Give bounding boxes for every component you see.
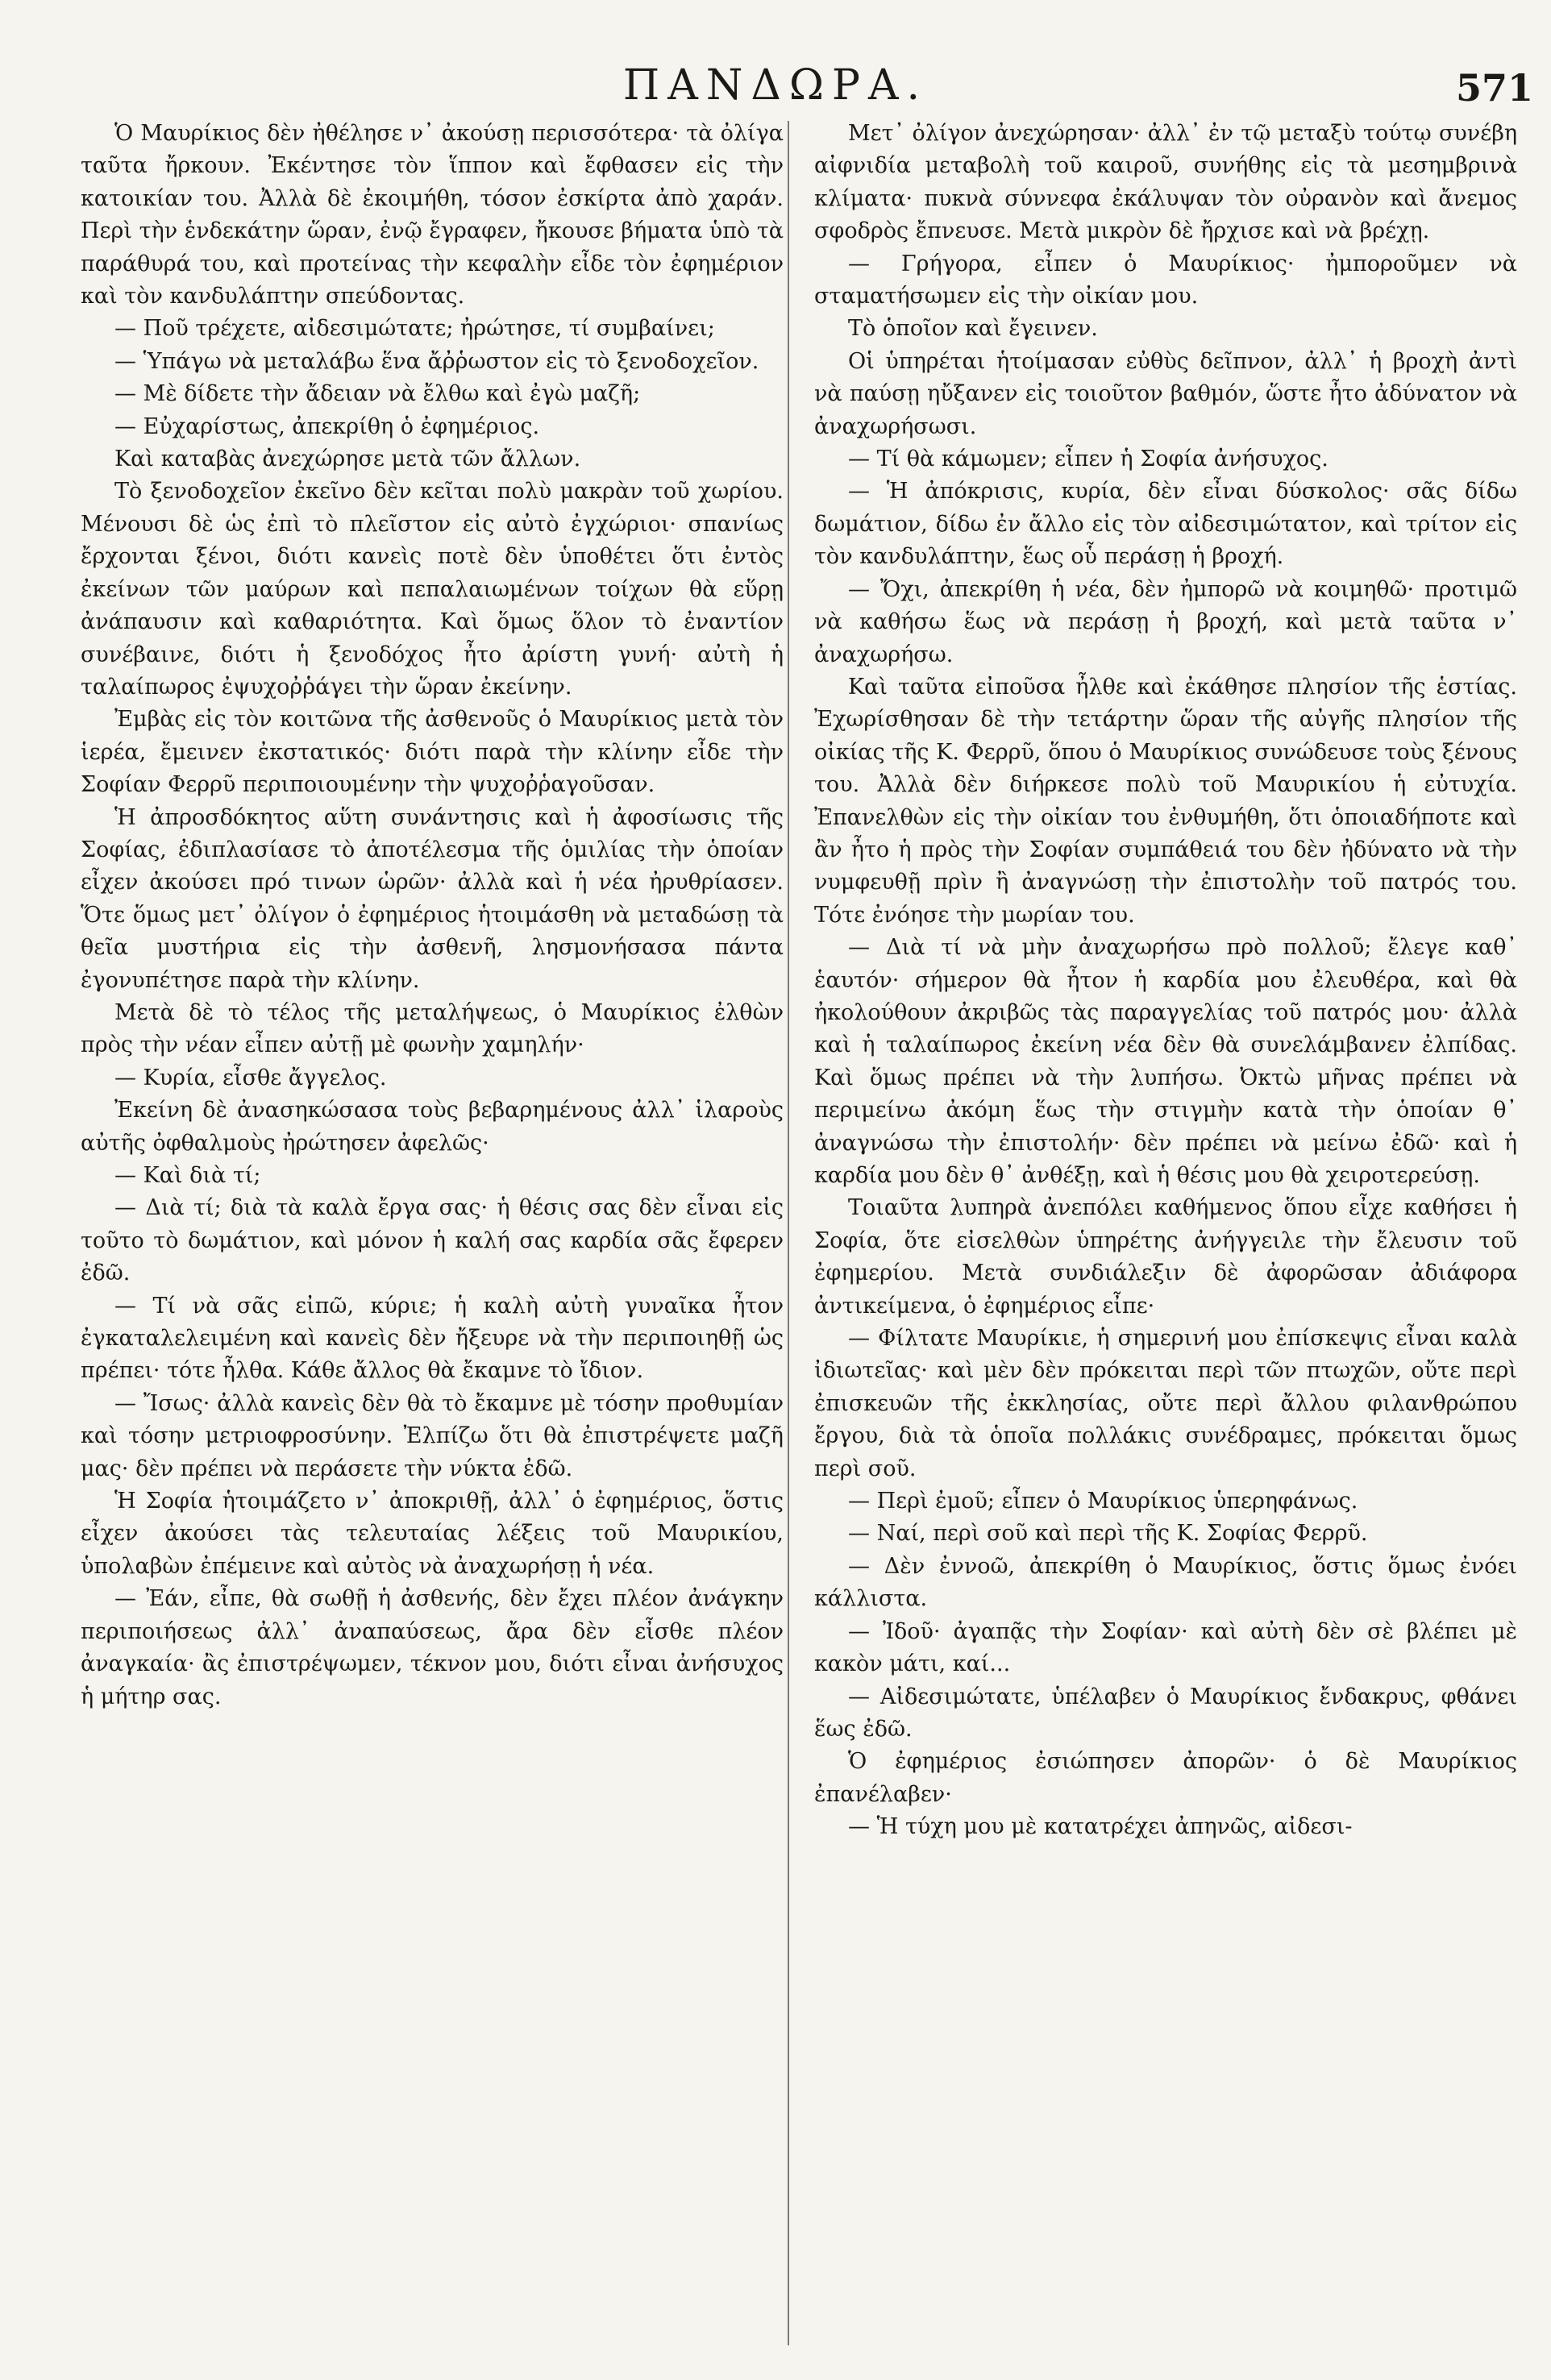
running-title: ΠΑΝΔΩΡΑ.: [622, 61, 929, 110]
page-header: [0, 56, 1551, 113]
paragraph: Μετὰ δὲ τὸ τέλος τῆς μεταλήψεως, ὁ Μαυρίκιος ἐλθὼν πρὸς τὴν νέαν εἶπεν αὐτῇ μὲ φωνὴν χαμηλήν·: [81, 999, 784, 1058]
paragraph: Καὶ καταβὰς ἀνεχώρησε μετὰ τῶν ἄλλων.: [114, 447, 581, 472]
paragraph: — Καὶ διὰ τί;: [114, 1163, 261, 1188]
paragraph: Τὸ ὁποῖον καὶ ἔγεινεν.: [848, 316, 1098, 342]
paragraph: — Ἡ τύχη μου μὲ κατατρέχει ἀπηνῶς, αἰδεσι-: [848, 1814, 1353, 1840]
paragraph: — Ποῦ τρέχετε, αἰδεσιμώτατε; ἠρώτησε, τί συμβαίνει;: [114, 316, 715, 342]
paragraph: Καὶ ταῦτα εἰποῦσα ἦλθε καὶ ἐκάθησε πλησίον τῆς ἑστίας. Ἐχωρίσθησαν δὲ τὴν τετάρτην ὥραν τῆς αὐγῆς πλησίον τῆς οἰκίας τῆς Κ. Φερρῦ, ὅπου ὁ Μαυρίκιος συνώδευσε τοὺς ξένους του. Ἀλλὰ δὲν διήρκεσε πολὺ τοῦ Μαυρικίου ἡ εὐτυχία. Ἐπανελθὼν εἰς τὴν οἰκίαν του ἐνθυμήθη, ὅτι ὁποιαδήποτε καὶ ἂν ἦτο ἡ πρὸς τὴν Σοφίαν συμπάθειά του δὲν ἠδύνατο νὰ τὴν νυμφευθῇ πρὶν ἢ ἀναγνώσῃ τὴν ἐπιστολὴν τοῦ πατρός του. Τότε ἐνόησε τὴν μωρίαν του.: [814, 674, 1517, 928]
paragraph: — Τί νὰ σᾶς εἰπῶ, κύριε; ἡ καλὴ αὐτὴ γυναῖκα ἦτον ἐγκαταλελειμένη καὶ κανεὶς δὲν ἤξευρε νὰ τὴν περιποιηθῇ ὡς πρέπει· τότε ἦλθα. Κάθε ἄλλος θὰ ἔκαμνε τὸ ἴδιον.: [81, 1293, 784, 1384]
paragraph: Ἐμβὰς εἰς τὸν κοιτῶνα τῆς ἀσθενοῦς ὁ Μαυρίκιος μετὰ τὸν ἱερέα, ἔμεινεν ἐκστατικός· διότι παρὰ τὴν κλίνην εἶδε τὴν Σοφίαν Φερρῦ περιποιουμένην τὴν ψυχοῤῥαγοῦσαν.: [81, 707, 784, 798]
paragraph: Ἡ ἀπροσδόκητος αὕτη συνάντησις καὶ ἡ ἀφοσίωσις τῆς Σοφίας, ἐδιπλασίασε τὸ ἀποτέλεσμα τῆς ὁμιλίας τὴν ὁποίαν εἶχεν ἀκούσει πρό τινων ὡρῶν· ἀλλὰ καὶ ἡ νέα ἠρυθρίασεν. Ὅτε ὅμως μετ᾽ ὀλίγον ὁ ἐφημέριος ἡτοιμάσθη νὰ μεταδώσῃ τὰ θεῖα μυστήρια εἰς τὴν ἀσθενῆ, λησμονήσασα πάντα ἐγονυπέτησε παρὰ τὴν κλίνην.: [81, 804, 784, 993]
paragraph: — Ὄχι, ἀπεκρίθη ἡ νέα, δὲν ἠμπορῶ νὰ κοιμηθῶ· προτιμῶ νὰ καθήσω ἕως νὰ περάσῃ ἡ βροχή, καὶ μετὰ ταῦτα ν᾽ ἀναχωρήσω.: [814, 576, 1517, 667]
paragraph: — Ἰδοῦ· ἀγαπᾷς τὴν Σοφίαν· καὶ αὐτὴ δὲν σὲ βλέπει μὲ κακὸν μάτι, καί...: [814, 1618, 1517, 1677]
paragraph: — Δὲν ἐννοῶ, ἀπεκρίθη ὁ Μαυρίκιος, ὅστις ὅμως ἐνόει κάλλιστα.: [814, 1553, 1517, 1612]
paragraph: — Ἡ ἀπόκρισις, κυρία, δὲν εἶναι δύσκολος· σᾶς δίδω δωμάτιον, δίδω ἐν ἄλλο εἰς τὸν αἰδεσιμώτατον, καὶ τρίτον εἰς τὸν κανδυλάπτην, ἕως οὗ περάσῃ ἡ βροχή.: [814, 479, 1517, 570]
column-divider: [788, 121, 789, 2345]
paragraph: Ὁ ἐφημέριος ἐσιώπησεν ἀπορῶν· ὁ δὲ Μαυρίκιος ἐπανέλαβεν·: [814, 1749, 1517, 1807]
paragraph: — Διὰ τί νὰ μὴν ἀναχωρήσω πρὸ πολλοῦ; ἔλεγε καθ᾽ ἑαυτόν· σήμερον θὰ ἦτον ἡ καρδία μου ἐλευθέρα, καὶ θὰ ἠκολούθουν ἀκριβῶς τὰς παραγγελίας τοῦ πατρός μου· ἀλλὰ καὶ ἡ ταλαίπωρος ἐκείνη νέα δὲν θὰ συνελάμβανεν ἐλπίδας. Καὶ ὅμως πρέπει νὰ τὴν λυπήσω. Ὀκτὼ μῆνας πρέπει νὰ περιμείνω ἀκόμη ἕως τὴν στιγμὴν κατὰ τὴν ὁποίαν θ᾽ ἀναγνώσω τὴν ἐπιστολήν· δὲν πρέπει νὰ μείνω ἐδῶ· καὶ ἡ καρδία μου δὲν θ᾽ ἀνθέξῃ, καὶ ἡ θέσις μου θὰ χειροτερεύσῃ.: [814, 935, 1517, 1188]
paragraph: — Φίλτατε Μαυρίκιε, ἡ σημερινή μου ἐπίσκεψις εἶναι καλὰ ἰδιωτεῖας· καὶ μὲν δὲν πρόκειται περὶ τῶν πτωχῶν, οὔτε περὶ ἐπισκευῶν τῆς ἐκκλησίας, οὔτε περὶ ἄλλου φιλανθρώπου ἔργου, διὰ τὰ ὁποῖα πολλάκις συνέδραμες, πρόκειται ὅμως περὶ σοῦ.: [814, 1326, 1517, 1481]
page-number: 571: [1455, 66, 1533, 110]
paragraph: — Εὐχαρίστως, ἀπεκρίθη ὁ ἐφημέριος.: [114, 413, 540, 439]
paragraph: — Τί θὰ κάμωμεν; εἶπεν ἡ Σοφία ἀνήσυχος.: [848, 447, 1329, 472]
paragraph: — Γρήγορα, εἶπεν ὁ Μαυρίκιος· ἠμποροῦμεν νὰ σταματήσωμεν εἰς τὴν οἰκίαν μου.: [814, 251, 1517, 309]
paragraph: Ἡ Σοφία ἡτοιμάζετο ν᾽ ἀποκριθῇ, ἀλλ᾽ ὁ ἐφημέριος, ὅστις εἶχεν ἀκούσει τὰς τελευταίας λέξεις τοῦ Μαυρικίου, ὑπολαβὼν ἐπέμεινε καὶ αὐτὸς νὰ ἀναχωρήσῃ ἡ νέα.: [81, 1489, 784, 1579]
paragraph: — Περὶ ἐμοῦ; εἶπεν ὁ Μαυρίκιος ὑπερηφάνως.: [848, 1489, 1358, 1514]
paragraph: Ἐκείνη δὲ ἀνασηκώσασα τοὺς βεβαρημένους ἀλλ᾽ ἱλαροὺς αὐτῆς ὀφθαλμοὺς ἠρώτησεν ἀφελῶς·: [81, 1098, 784, 1156]
paragraph: — Ἐάν, εἶπε, θὰ σωθῇ ἡ ἀσθενής, δὲν ἔχει πλέον ἀνάγκην περιποιήσεως ἀλλ᾽ ἀναπαύσεως, ἄρα δὲν εἶσθε πλέον ἀναγκαία· ἂς ἐπιστρέψωμεν, τέκνον μου, διότι εἶναι ἀνήσυχος ἡ μήτηρ σας.: [81, 1586, 784, 1709]
paragraph: — Αἰδεσιμώτατε, ὑπέλαβεν ὁ Μαυρίκιος ἔνδακρυς, φθάνει ἕως ἐδῶ.: [814, 1684, 1517, 1742]
paragraph: — Ναί, περὶ σοῦ καὶ περὶ τῆς Κ. Σοφίας Φερρῦ.: [848, 1521, 1368, 1547]
paragraph: Τοιαῦτα λυπηρὰ ἀνεπόλει καθήμενος ὅπου εἶχε καθήσει ἡ Σοφία, ὅτε εἰσελθὼν ὑπηρέτης ἀνήγγειλε τὴν ἔλευσιν τοῦ ἐφημερίου. Μετὰ συνδιάλεξιν δὲ ἀφορῶσαν ἀδιάφορα ἀντικείμενα, ὁ ἐφημέριος εἶπε·: [814, 1195, 1517, 1319]
paragraph: Ὁ Μαυρίκιος δὲν ἠθέλησε ν᾽ ἀκούσῃ περισσότερα· τὰ ὀλίγα ταῦτα ἤρκουν. Ἐκέντησε τὸν ἵππον καὶ ἔφθασεν εἰς τὴν κατοικίαν του. Ἀλλὰ δὲ ἐκοιμήθη, τόσον ἐσκίρτα ἀπὸ χαράν. Περὶ τὴν ἑνδεκάτην ὥραν, ἐνῷ ἔγραφεν, ἤκουσε βήματα ὑπὸ τὰ παράθυρά του, καὶ προτείνας τὴν κεφαλὴν εἶδε τὸν ἐφημέριον καὶ τὸν κανδυλάπτην σπεύδοντας.: [81, 121, 784, 309]
paragraph: Οἱ ὑπηρέται ἡτοίμασαν εὐθὺς δεῖπνον, ἀλλ᾽ ἡ βροχὴ ἀντὶ νὰ παύσῃ ηὔξανεν εἰς τοιοῦτον βαθμόν, ὥστε ἦτο ἀδύνατον νὰ ἀναχωρήσωσι.: [814, 348, 1517, 439]
paragraph: — Κυρία, εἶσθε ἄγγελος.: [114, 1065, 387, 1090]
right-column: [814, 118, 1517, 2366]
paragraph: — Μὲ δίδετε τὴν ἄδειαν νὰ ἔλθω καὶ ἐγὼ μαζῆ;: [114, 381, 641, 407]
paragraph: — Ὑπάγω νὰ μεταλάβω ἕνα ἄῤῥωστον εἰς τὸ ξενοδοχεῖον.: [114, 348, 759, 374]
paragraph: — Ἴσως· ἀλλὰ κανεὶς δὲν θὰ τὸ ἔκαμνε μὲ τόσην προθυμίαν καὶ τόσην μετριοφροσύνην. Ἐλπίζω ὅτι θὰ ἐπιστρέψετε μαζῆ μας· δὲν πρέπει νὰ περάσετε τὴν νύκτα ἐδῶ.: [81, 1390, 784, 1481]
paragraph: — Διὰ τί; διὰ τὰ καλὰ ἔργα σας· ἡ θέσις σας δὲν εἶναι εἰς τοῦτο τὸ δωμάτιον, καὶ μόνον ἡ καλή σας καρδία σᾶς ἔφερεν ἐδῶ.: [81, 1195, 784, 1286]
paragraph: Τὸ ξενοδοχεῖον ἐκεῖνο δὲν κεῖται πολὺ μακρὰν τοῦ χωρίου. Μένουσι δὲ ὡς ἐπὶ τὸ πλεῖστον εἰς αὐτὸ ἐγχώριοι· σπανίως ἔρχονται ξένοι, διότι κανεὶς ποτὲ δὲν ὑποθέτει ὅτι ἐντὸς ἐκείνων τῶν μαύρων καὶ πεπαλαιωμένων τοίχων θὰ εὕρῃ ἀνάπαυσιν καὶ καθαριότητα. Καὶ ὅμως ὅλον τὸ ἐναντίον συνέβαινε, διότι ἡ ξενοδόχος ἦτο ἀρίστη γυνή· αὐτὴ ἡ ταλαίπωρος ἐψυχοῤῥάγει τὴν ὥραν ἐκείνην.: [81, 479, 784, 700]
paragraph: Μετ᾽ ὀλίγον ἀνεχώρησαν· ἀλλ᾽ ἐν τῷ μεταξὺ τούτῳ συνέβη αἰφνιδία μεταβολὴ τοῦ καιροῦ, συνήθης εἰς τὰ μεσημβρινὰ κλίματα· πυκνὰ σύννεφα ἐκάλυψαν τὸν οὐρανὸν καὶ ἄνεμος σφοδρὸς ἔπνευσε. Μετὰ μικρὸν δὲ ἤρχισε καὶ νὰ βρέχῃ.: [814, 121, 1517, 244]
left-column: [81, 118, 784, 2366]
